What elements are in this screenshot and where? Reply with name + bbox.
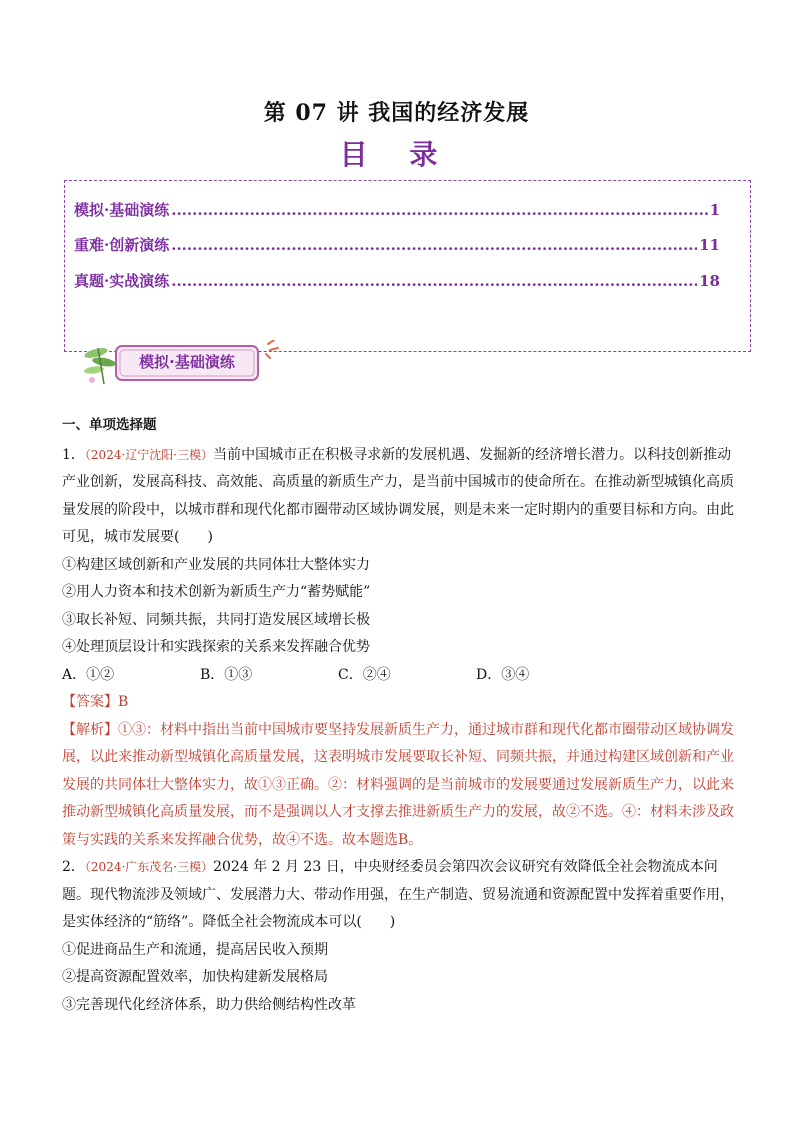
section-badge-label: 模拟·基础演练	[139, 353, 235, 371]
answer-options	[62, 662, 734, 690]
analysis-text: ①③：材料中指出当前中国城市要坚持发展新质生产力，通过城市群和现代化都市圈带动区域协调发展，以此来推动新型城镇化高质量发展，这表明城市发展要取长补短、同频共振，并通过构建区域创新和产业发展的共同体壮大整体实力，故①③正确。②：材料强调的是当前城市的发展要通过发展新质生产力，以此来推动新型城镇化高质量发展，而不是强调以人才支撑去推进新质生产力的发展，故②不选。④：材料未涉及政策与实践的关系来发挥融合优势，故④不选。故本题选B。	[62, 721, 734, 848]
toc-entry-label[interactable]: 重难·创新演练	[74, 236, 170, 254]
toc-entry-label[interactable]: 模拟·基础演练	[74, 201, 170, 219]
lesson-title: 第 07 讲 我国的经济发展	[263, 100, 530, 126]
toc-entry-label[interactable]: 真题·实战演练	[74, 272, 170, 290]
analysis	[62, 717, 734, 855]
option-a: A．①②	[62, 666, 115, 683]
statement-item: ①构建区域创新和产业发展的共同体壮大整体实力	[62, 556, 370, 573]
question-text: 当前中国城市正在积极寻求新的发展机遇、发掘新的经济增长潜力。以科技创新推动产业创新，发展高科技、高效能、高质量的新质生产力，是当前中国城市的使命所在。在推动新型城镇化高质量发展的阶段中，以城市群和现代化都市圈带动区域协调发展，则是未来一定时期内的重要目标和方向。由此可见，城市发展要( )	[62, 446, 734, 545]
statement-item: ①促进商品生产和流通，提高居民收入预期	[62, 941, 328, 958]
question-source: （2024·辽宁沈阳·三模）	[84, 447, 214, 462]
toc-entry-page: 18	[699, 272, 720, 290]
question-number: 1．	[62, 446, 85, 463]
toc-leader-dots	[171, 236, 697, 254]
statement-item: ③取长补短、同频共振，共同打造发展区域增长极	[62, 611, 370, 628]
option-b: B．①③	[200, 666, 253, 683]
toc-entry-page: 1	[709, 201, 720, 219]
statement-item: ②用人力资本和技术创新为新质生产力“蓄势赋能”	[62, 584, 371, 600]
toc-leader-dots	[171, 201, 707, 219]
toc-entry[interactable]	[74, 270, 720, 291]
plant-icon	[83, 346, 116, 384]
statement-item: ②提高资源配置效率，加快构建新发展格局	[62, 969, 328, 985]
toc-entry[interactable]	[74, 199, 720, 220]
table-of-contents	[64, 180, 751, 352]
toc-entry[interactable]	[74, 234, 720, 255]
sparkle-icon	[266, 340, 278, 358]
question-number: 2．	[62, 859, 85, 875]
statement-item: ③完善现代化经济体系，助力供给侧结构性改革	[62, 996, 356, 1013]
answer-value: B	[118, 694, 129, 710]
toc-leader-dots	[171, 272, 697, 290]
question-2-stem	[62, 854, 734, 937]
analysis-label: 【解析】	[62, 721, 118, 738]
toc-heading: 目 录	[339, 138, 454, 171]
question-text: 2024 年 2 月 23 日，中央财经委员会第四次会议研究有效降低全社会物流成本问题。现代物流涉及领域广、发展潜力大、带动作用强，在生产制造、贸易流通和资源配置中发挥着重要作用，是实体经济的“筋络”。降低全社会物流成本可以( )	[62, 859, 734, 930]
answer-label: 【答案】	[62, 694, 118, 710]
option-c: C．②④	[338, 666, 391, 683]
option-d: D．③④	[476, 666, 530, 683]
answer-line	[62, 689, 734, 717]
question-body	[62, 412, 734, 1019]
statement-item: ④处理顶层设计和实践探索的关系来发挥融合优势	[62, 639, 370, 655]
question-source: （2024·广东茂名·三模）	[84, 860, 214, 874]
toc-entry-page: 11	[699, 236, 720, 254]
question-1-stem	[62, 442, 734, 552]
section-heading: 一、单项选择题	[62, 417, 157, 433]
